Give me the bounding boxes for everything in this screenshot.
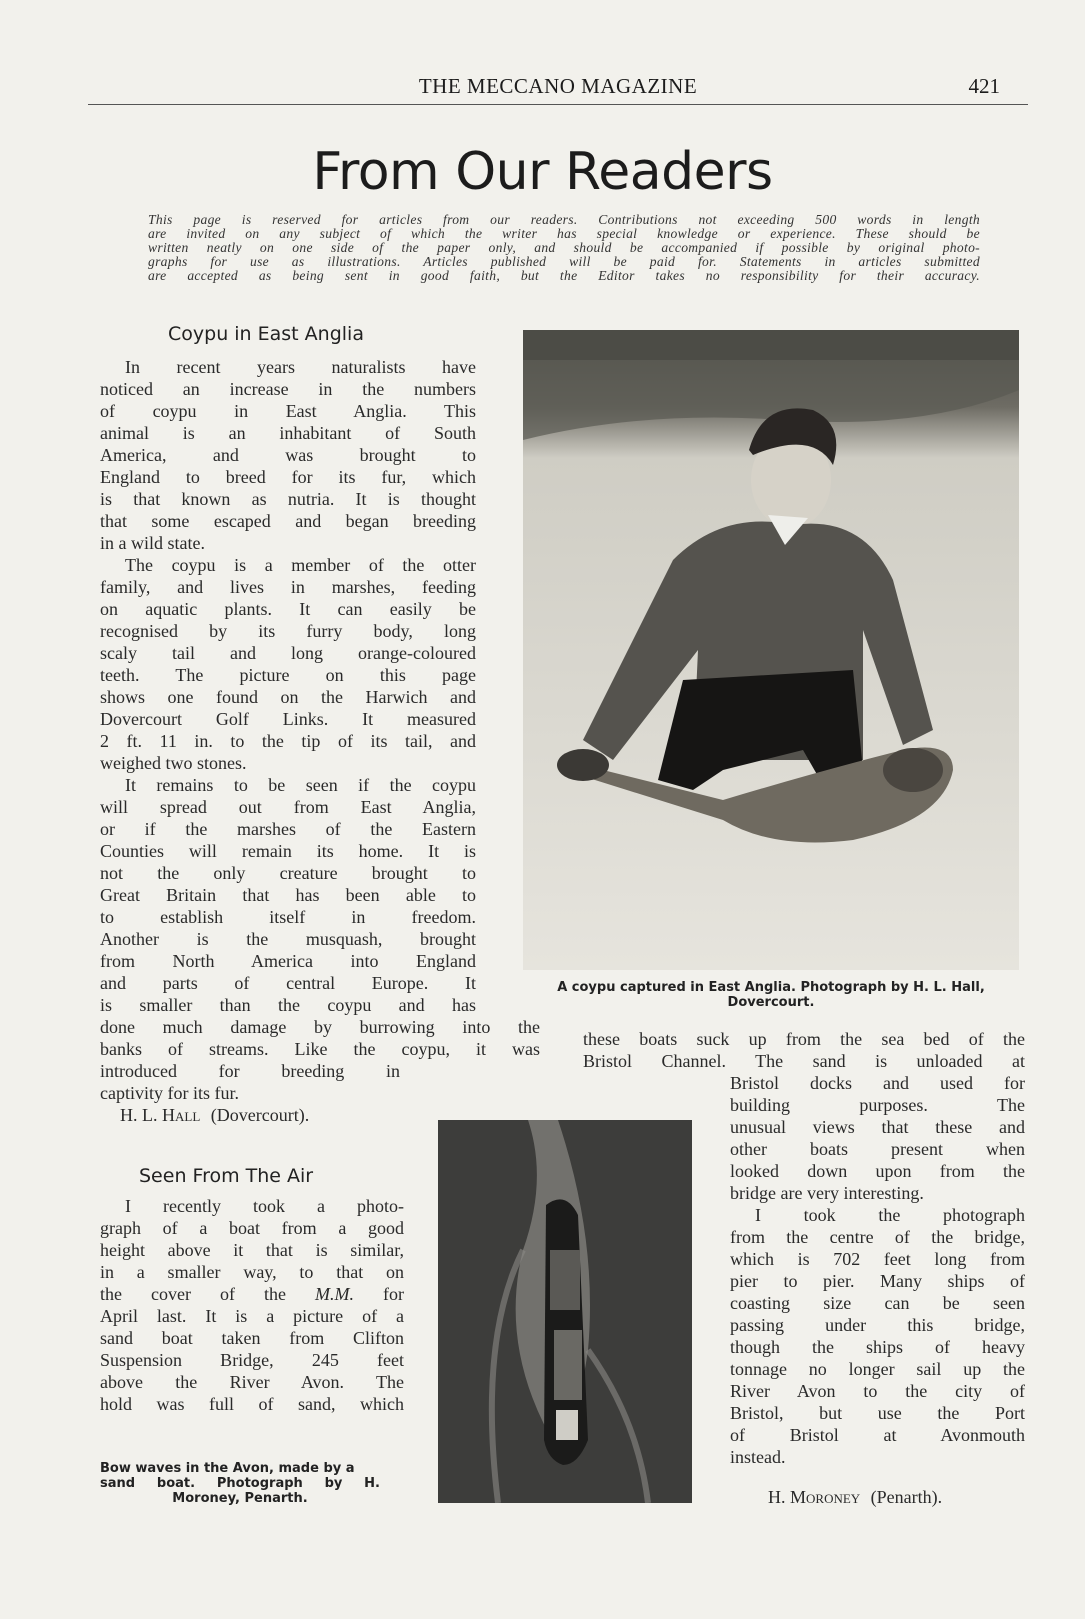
text-line: is smaller than the coypu and has [100,995,476,1015]
text-line: though the ships of heavy [730,1337,1025,1357]
text-line: these boats suck up from the sea bed of the [583,1029,1025,1049]
text-line: will spread out from East Anglia, [100,797,476,817]
text-line: or if the marshes of the Eastern [100,819,476,839]
text-line: which is 702 feet long from [730,1249,1025,1269]
text-line: height above it that is similar, [100,1240,404,1260]
running-head [88,74,1028,105]
text-line: In recent years naturalists have [125,357,476,377]
text-line: other boats present when [730,1139,1025,1159]
text-line: Suspension Bridge, 245 feet [100,1350,404,1370]
text-line: that some escaped and began breeding [100,511,476,531]
text-line: graph of a boat from a good [100,1218,404,1238]
text-line: from the centre of the bridge, [730,1227,1025,1247]
page-title: From Our Readers [312,142,773,202]
coypu-photo [523,330,1019,970]
text-line: captivity for its fur. [100,1083,239,1103]
article-heading-coypu: Coypu in East Anglia [168,323,364,345]
sand-boat-photo [438,1120,692,1503]
text-line: Bristol, but use the Port [730,1403,1025,1423]
author-place: (Penarth). [870,1487,943,1507]
text-line: recognised by its furry body, long [100,621,476,641]
author-name: H. Moroney [768,1487,861,1507]
intro-line: written neatly on one side of the paper only, and should be accompanied if possible by original photo- [148,240,980,255]
text-line: coasting size can be seen [730,1293,1025,1313]
text-line: America, and was brought to [100,445,476,465]
text-line: River Avon to the city of [730,1381,1025,1401]
text-line: instead. [730,1447,786,1467]
article-air-signature [768,1486,942,1508]
text-line: on aquatic plants. It can easily be [100,599,476,619]
text-line: noticed an increase in the numbers [100,379,476,399]
intro-line: graphs for use as illustrations. Articles published will be paid for. Statements in articles submitted [148,254,980,269]
caption-line: Bow waves in the Avon, made by a [100,1461,355,1476]
text-line: in a smaller way, to that on [100,1262,404,1282]
caption-line: A coypu captured in East Anglia. Photograph by H. L. Hall, [557,980,985,995]
text-line: from North America into England [100,951,476,971]
text-line: building purposes. The [730,1095,1025,1115]
text-line: banks of streams. Like the coypu, it was [100,1039,540,1059]
text-line: sand boat taken from Clifton [100,1328,404,1348]
text-line: of coypu in East Anglia. This [100,401,476,421]
text-line: The coypu is a member of the otter [125,555,476,575]
text-line: Great Britain that has been able to [100,885,476,905]
intro-line: are accepted as being sent in good faith, but the Editor takes no responsibility for their accuracy. [148,268,980,283]
caption-line: Moroney, Penarth. [172,1491,308,1506]
text-line: family, and lives in marshes, feeding [100,577,476,597]
text-line: to establish itself in freedom. [100,907,476,927]
text-line: of Bristol at Avonmouth [730,1425,1025,1445]
text-line: unusual views that these and [730,1117,1025,1137]
article-air-col2 [730,1072,1025,1468]
coypu-photo-caption [523,980,1019,1010]
text-line: Bristol Channel. The sand is unloaded at [583,1051,1025,1071]
text-line: is that known as nutria. It is thought [100,489,476,509]
text-line: looked down upon from the [730,1161,1025,1181]
text-line: England to breed for its fur, which [100,467,476,487]
magazine-abbrev: M.M. [315,1284,354,1304]
intro-line: This page is reserved for articles from our readers. Contributions not exceeding 500 words in length [148,212,980,227]
text-line: Bristol docks and used for [730,1073,1025,1093]
text-line: I took the photograph [755,1205,1025,1225]
text-line: scaly tail and long orange-coloured [100,643,476,663]
caption-line: Dovercourt. [727,995,815,1010]
text-line: hold was full of sand, which [100,1394,404,1414]
text-line: weighed two stones. [100,753,247,773]
text-line: above the River Avon. The [100,1372,404,1392]
magazine-title: THE MECCANO MAGAZINE [418,74,698,98]
article-coypu-signature [120,1104,309,1126]
caption-line: sand boat. Photograph by H. [100,1476,380,1491]
intro-line: are invited on any subject of which the writer has special knowledge or experience. These should be [148,226,980,241]
intro-note [148,213,980,283]
text-line: tonnage no longer sail up the [730,1359,1025,1379]
text-line: shows one found on the Harwich and [100,687,476,707]
text-line: done much damage by burrowing into the [100,1017,540,1037]
text-line: and parts of central Europe. It [100,973,476,993]
article-coypu-body [100,356,476,1016]
text-line: I recently took a photo- [125,1196,404,1216]
text-fragment: the cover of the [100,1284,286,1304]
text-line: teeth. The picture on this page [100,665,476,685]
article-air-col2-wide [583,1028,1025,1072]
text-line: bridge are very interesting. [730,1183,924,1203]
author-place: (Dovercourt). [210,1105,310,1125]
article-heading-air: Seen From The Air [139,1165,314,1187]
author-name: H. L. Hall [120,1105,201,1125]
text-line: animal is an inhabitant of South [100,423,476,443]
text-line: It remains to be seen if the coypu [125,775,476,795]
page-number: 421 [968,74,1000,98]
text-line: Another is the musquash, brought [100,929,476,949]
article-coypu-wide [100,1016,540,1060]
text-line: Counties will remain its home. It is [100,841,476,861]
text-line: Dovercourt Golf Links. It measured [100,709,476,729]
text-line: April last. It is a picture of a [100,1306,404,1326]
text-fragment: for [383,1284,405,1304]
article-coypu-tail [100,1060,400,1104]
text-line-mm [100,1283,404,1305]
article-air-body [100,1195,404,1415]
text-line: pier to pier. Many ships of [730,1271,1025,1291]
text-line: 2 ft. 11 in. to the tip of its tail, and [100,731,476,751]
text-line: not the only creature brought to [100,863,476,883]
boat-photo-caption [100,1461,396,1506]
text-line: introduced for breeding in [100,1061,400,1081]
text-line: in a wild state. [100,533,205,553]
text-line: passing under this bridge, [730,1315,1025,1335]
